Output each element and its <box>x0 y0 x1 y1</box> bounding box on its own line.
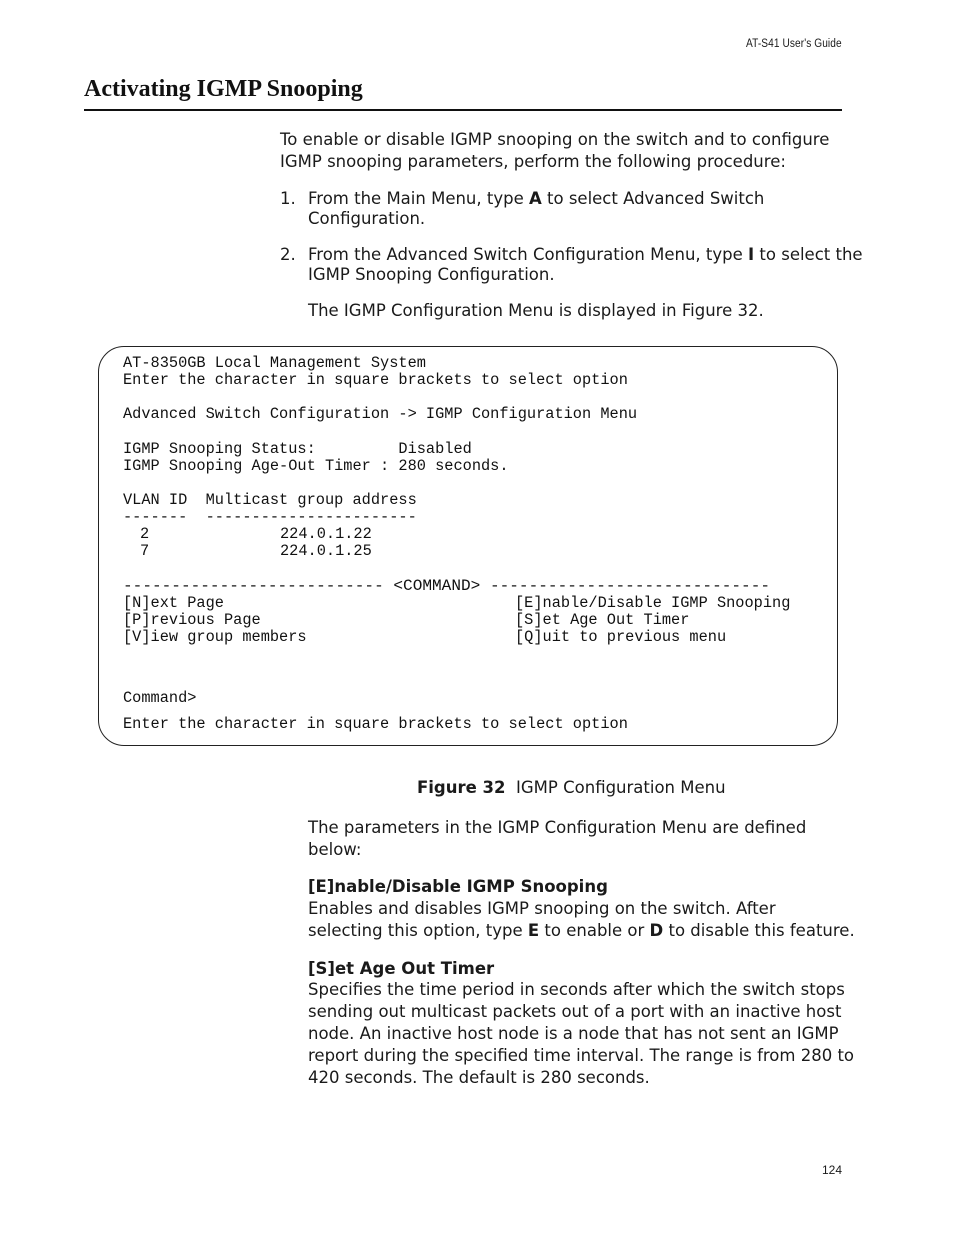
def-enable-line-2: selecting this option, type E to enable or D to disable this feature. <box>308 921 855 940</box>
def-enable-line-1: Enables and disables IGMP snooping on the switch. After <box>308 899 776 918</box>
step-1-line-2: Configuration. <box>308 209 426 228</box>
title-rule <box>84 109 842 111</box>
params-intro-line-2: below: <box>308 840 362 859</box>
step-note: The IGMP Configuration Menu is displayed in Figure 32. <box>308 301 764 320</box>
table-row-2-address: 224.0.1.25 <box>280 542 372 560</box>
def-ageout-line-5: 420 seconds. The default is 280 seconds. <box>308 1068 650 1087</box>
section-title: Activating IGMP Snooping <box>84 76 363 102</box>
step-1-key: A <box>528 189 542 208</box>
table-row-1-vlan: 2 <box>140 525 150 543</box>
figure-caption <box>417 778 726 797</box>
page-number: 124 <box>821 1163 842 1177</box>
intro-line-2: IGMP snooping parameters, perform the following procedure: <box>280 152 786 171</box>
menu-set-age-out-timer[interactable]: [S]et Age Out Timer <box>515 611 690 629</box>
figure-caption-text: IGMP Configuration Menu <box>516 778 726 797</box>
terminal-breadcrumb: Advanced Switch Configuration -> IGMP Configuration Menu <box>123 405 638 423</box>
key-e: E <box>527 921 540 940</box>
terminal-status-line: IGMP Snooping Status: Disabled <box>123 440 472 458</box>
def-ageout-line-3: node. An inactive host node is a node that has not sent an IGMP <box>308 1024 839 1043</box>
table-row-2-vlan: 7 <box>140 542 150 560</box>
terminal-instruction: Enter the character in square brackets to select option <box>123 371 628 389</box>
step-2-key: I <box>748 245 755 264</box>
def-ageout-line-1: Specifies the time period in seconds after which the switch stops <box>308 980 845 999</box>
terminal-footer-instruction: Enter the character in square brackets to select option <box>123 715 628 733</box>
terminal-system-title: AT-8350GB Local Management System <box>123 354 426 372</box>
step-2-line-2: IGMP Snooping Configuration. <box>308 265 555 284</box>
step-1-number: 1. <box>280 189 296 208</box>
step-2-line-1: From the Advanced Switch Configuration Menu, type I to select the <box>308 245 863 264</box>
command-prompt[interactable]: Command> <box>123 689 197 707</box>
params-intro-line-1: The parameters in the IGMP Configuration Menu are defined <box>308 818 807 837</box>
intro-line-1: To enable or disable IGMP snooping on the switch and to configure <box>280 130 830 149</box>
key-d: D <box>649 921 664 940</box>
step-2-number: 2. <box>280 245 296 264</box>
def-enable-heading: [E]nable/Disable IGMP Snooping <box>308 877 608 896</box>
figure-label: Figure 32 <box>417 778 506 797</box>
step-1-line-1: From the Main Menu, type A to select Advanced Switch <box>308 189 765 208</box>
def-ageout-line-2: sending out multicast packets out of a port with an inactive host <box>308 1002 842 1021</box>
running-header: AT-S41 User's Guide <box>746 38 842 50</box>
menu-quit[interactable]: [Q]uit to previous menu <box>515 628 727 646</box>
terminal-table-header: VLAN ID Multicast group address <box>123 491 417 509</box>
terminal-command-bar: --------------------------- <COMMAND> ----------------------------- <box>123 577 771 595</box>
def-ageout-heading: [S]et Age Out Timer <box>308 959 495 978</box>
menu-view-group-members[interactable]: [V]iew group members <box>123 628 307 646</box>
menu-next-page[interactable]: [N]ext Page <box>123 594 224 612</box>
table-row-1-address: 224.0.1.22 <box>280 525 372 543</box>
terminal-table-underline: ------- ----------------------- <box>123 508 417 526</box>
menu-previous-page[interactable]: [P]revious Page <box>123 611 261 629</box>
def-ageout-line-4: report during the specified time interval. The range is from 280 to <box>308 1046 855 1065</box>
terminal-ageout-line: IGMP Snooping Age-Out Timer : 280 seconds. <box>123 457 509 475</box>
menu-enable-disable-snooping[interactable]: [E]nable/Disable IGMP Snooping <box>515 594 791 612</box>
